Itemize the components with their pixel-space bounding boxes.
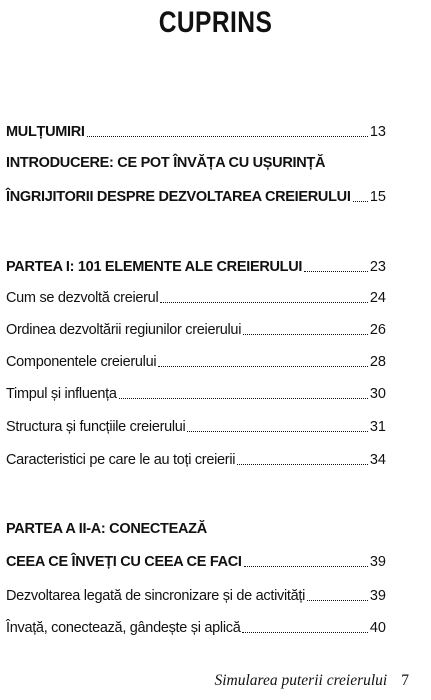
toc-entry-page: 39 bbox=[369, 554, 386, 570]
dot-leader bbox=[237, 463, 368, 465]
dot-leader bbox=[307, 599, 368, 601]
toc-entry bbox=[6, 348, 386, 372]
page-footer bbox=[214, 672, 409, 690]
toc-entry-label: Cum se dezvoltă creierul bbox=[6, 290, 159, 306]
toc-entry bbox=[6, 380, 386, 404]
toc-entry-label: PARTEA I: 101 ELEMENTE ALE CREIERULUI bbox=[6, 259, 303, 275]
toc-entry bbox=[6, 316, 386, 340]
toc-entry bbox=[6, 253, 386, 277]
toc-entry-label: Componentele creierului bbox=[6, 354, 157, 370]
toc-entry bbox=[6, 284, 386, 308]
toc-entry bbox=[6, 582, 386, 606]
toc-entry-label: Ordinea dezvoltării regiunilor creierului bbox=[6, 322, 242, 338]
toc-entry bbox=[6, 548, 386, 572]
dot-leader bbox=[187, 430, 367, 432]
toc-entry-page: 39 bbox=[369, 588, 386, 604]
page-number: 7 bbox=[401, 672, 409, 689]
toc-entry-label: Timpul și influența bbox=[6, 386, 117, 402]
toc-entry-page: 24 bbox=[369, 290, 386, 306]
toc-entry-label: Structura și funcțiile creierului bbox=[6, 419, 186, 435]
dot-leader bbox=[244, 565, 368, 567]
toc-entry bbox=[6, 614, 386, 638]
toc-entry-page: 15 bbox=[369, 189, 386, 205]
dot-leader bbox=[304, 270, 368, 272]
toc-entry bbox=[6, 183, 386, 207]
dot-leader bbox=[243, 333, 368, 335]
page-title: CUPRINS bbox=[158, 6, 273, 39]
toc-entry-label: ÎNGRIJITORII DESPRE DEZVOLTAREA CREIERULUI bbox=[6, 189, 351, 205]
toc-entry-page: 34 bbox=[369, 452, 386, 468]
dot-leader bbox=[353, 200, 368, 202]
toc-entry-page: 40 bbox=[369, 620, 386, 636]
dot-leader bbox=[158, 365, 368, 367]
dot-leader bbox=[119, 397, 368, 399]
toc-entry-label: Învață, conectează, gândește și aplică bbox=[6, 620, 241, 636]
toc-entry-page: 30 bbox=[369, 386, 386, 402]
toc-entry-label: PARTEA A II-A: CONECTEAZĂ bbox=[6, 521, 207, 537]
toc-entry-label: MULȚUMIRI bbox=[6, 124, 85, 140]
toc-entry-page: 13 bbox=[369, 124, 386, 140]
toc-entry-page: 28 bbox=[369, 354, 386, 370]
toc-entry-page: 23 bbox=[369, 259, 386, 275]
toc-entry-label: INTRODUCERE: CE POT ÎNVĂȚA CU UȘURINȚĂ bbox=[6, 155, 326, 171]
toc-entry bbox=[6, 446, 386, 470]
toc-entry-label: Caracteristici pe care le au toți creierii bbox=[6, 452, 236, 468]
toc-entry-page: 31 bbox=[369, 419, 386, 435]
toc-entry bbox=[6, 413, 386, 437]
running-footer-title: Simularea puterii creierului bbox=[214, 672, 388, 689]
toc-entry bbox=[6, 118, 386, 142]
toc-entry-label: CEEA CE ÎNVEȚI CU CEEA CE FACI bbox=[6, 554, 242, 570]
dot-leader bbox=[87, 135, 368, 137]
toc-entry bbox=[6, 149, 386, 173]
toc-entry-page: 26 bbox=[369, 322, 386, 338]
dot-leader bbox=[242, 631, 367, 633]
toc-entry bbox=[6, 515, 386, 539]
toc-entry-label: Dezvoltarea legată de sincronizare și de activități bbox=[6, 588, 306, 604]
dot-leader bbox=[160, 301, 367, 303]
